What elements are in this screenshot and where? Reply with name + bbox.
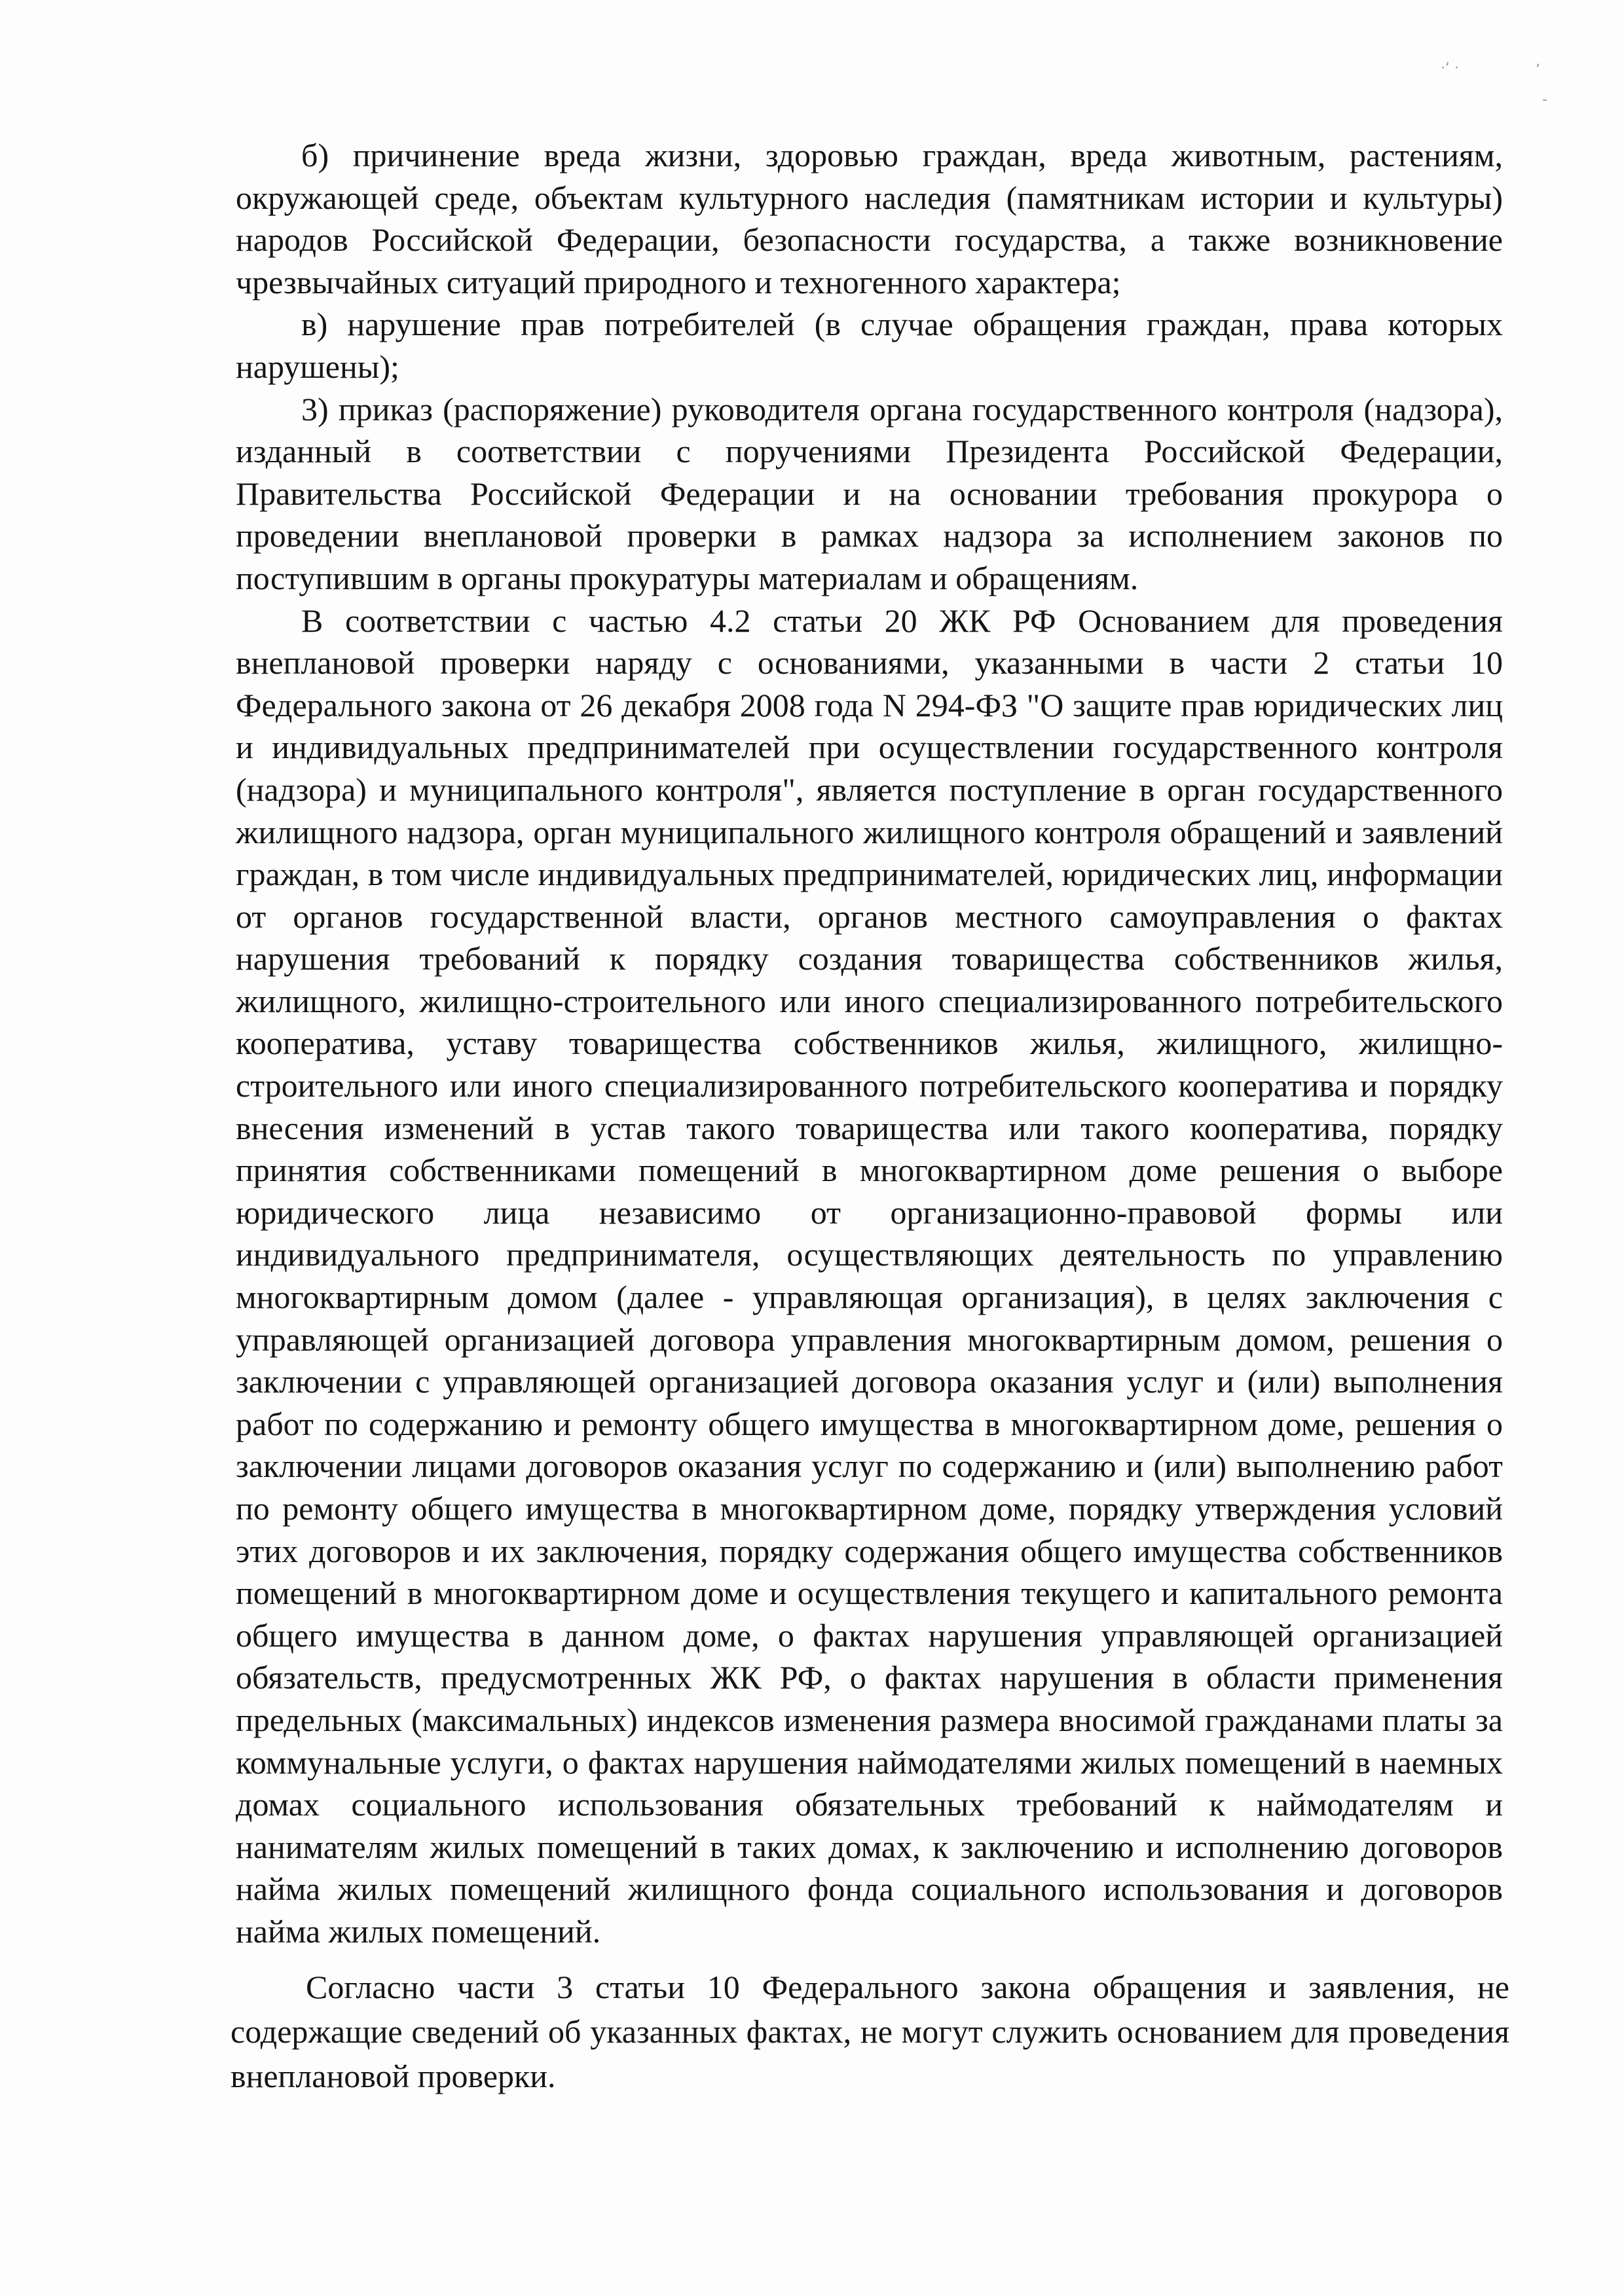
paragraph-item-v: в) нарушение прав потребителей (в случае обращения граждан, права которых нарушены);	[236, 306, 1503, 385]
document-body	[231, 134, 1509, 2098]
paragraph-conclusion: Согласно части 3 статьи 10 Федерального закона обращения и заявления, не содержащие сведений об указанных фактах, не могут служить основанием для проведения внеплановой проверки.	[231, 1968, 1509, 2094]
scan-speck: -	[1542, 92, 1547, 108]
scan-speck: ’	[1536, 62, 1540, 79]
scan-speck: ·‘ ·	[1441, 60, 1459, 77]
paragraph-article-4-2: В соответствии с частью 4.2 статьи 20 ЖК РФ Основанием для проведения внеплановой проверки наряду с основаниями, указанными в части 2 статьи 10 Федерального закона от 26 декабря 2008 года N 294-ФЗ "О защите прав юридических лиц и индивидуальных предпринимателей при осуществлении государственного контроля (надзора) и муниципального контроля", является поступление в орган государственного жилищного надзора, орган муниципального жилищного контроля обращений и заявлений граждан, в том числе индивидуальных предпринимателей, юридических лиц, информации от органов государственной власти, органов местного самоуправления о фактах нарушения требований к порядку создания товарищества собственников жилья, жилищного, жилищно-строительного или иного специализированного потребительского кооператива, уставу товарищества собственников жилья, жилищного, жилищно-строительного или иного специализированного потребительского кооператива и порядку внесения изменений в устав такого товарищества или такого кооператива, порядку принятия собственниками помещений в многоквартирном доме решения о выборе юридического лица независимо от организационно-правовой формы или индивидуального предпринимателя, осуществляющих деятельность по управлению многоквартирным домом (далее - управляющая организация), в целях заключения с управляющей организацией договора управления многоквартирным домом, решения о заключении с управляющей организацией договора оказания услуг и (или) выполнения работ по содержанию и ремонту общего имущества в многоквартирном доме, решения о заключении лицами договоров оказания услуг по содержанию и (или) выполнению работ по ремонту общего имущества в многоквартирном доме, порядку утверждения условий этих договоров и их заключения, порядку содержания общего имущества собственников помещений в многоквартирном доме и осуществления текущего и капитального ремонта общего имущества в данном доме, о фактах нарушения управляющей организацией обязательств, предусмотренных ЖК РФ, о фактах нарушения в области применения предельных (максимальных) индексов изменения размера вносимой гражданами платы за коммунальные услуги, о фактах нарушения наймодателями жилых помещений в наемных домах социального использования обязательных требований к наймодателям и нанимателям жилых помещений в таких домах, к заключению и исполнению договоров найма жилых помещений жилищного фонда социального использования и договоров найма жилых помещений.	[236, 602, 1503, 1950]
paragraph-item-3: 3) приказ (распоряжение) руководителя органа государственного контроля (надзора), изданный в соответствии с поручениями Президента Российской Федерации, Правительства Российской Федерации и на основании требования прокурора о проведении внеплановой проверки в рамках надзора за исполнением законов по поступившим в органы прокуратуры материалам и обращениям.	[236, 390, 1503, 596]
paragraph-item-b: б) причинение вреда жизни, здоровью граждан, вреда животным, растениям, окружающей среде, объектам культурного наследия (памятникам истории и культуры) народов Российской Федерации, безопасности государства, а также возникновение чрезвычайных ситуаций природного и техногенного характера;	[236, 137, 1503, 301]
